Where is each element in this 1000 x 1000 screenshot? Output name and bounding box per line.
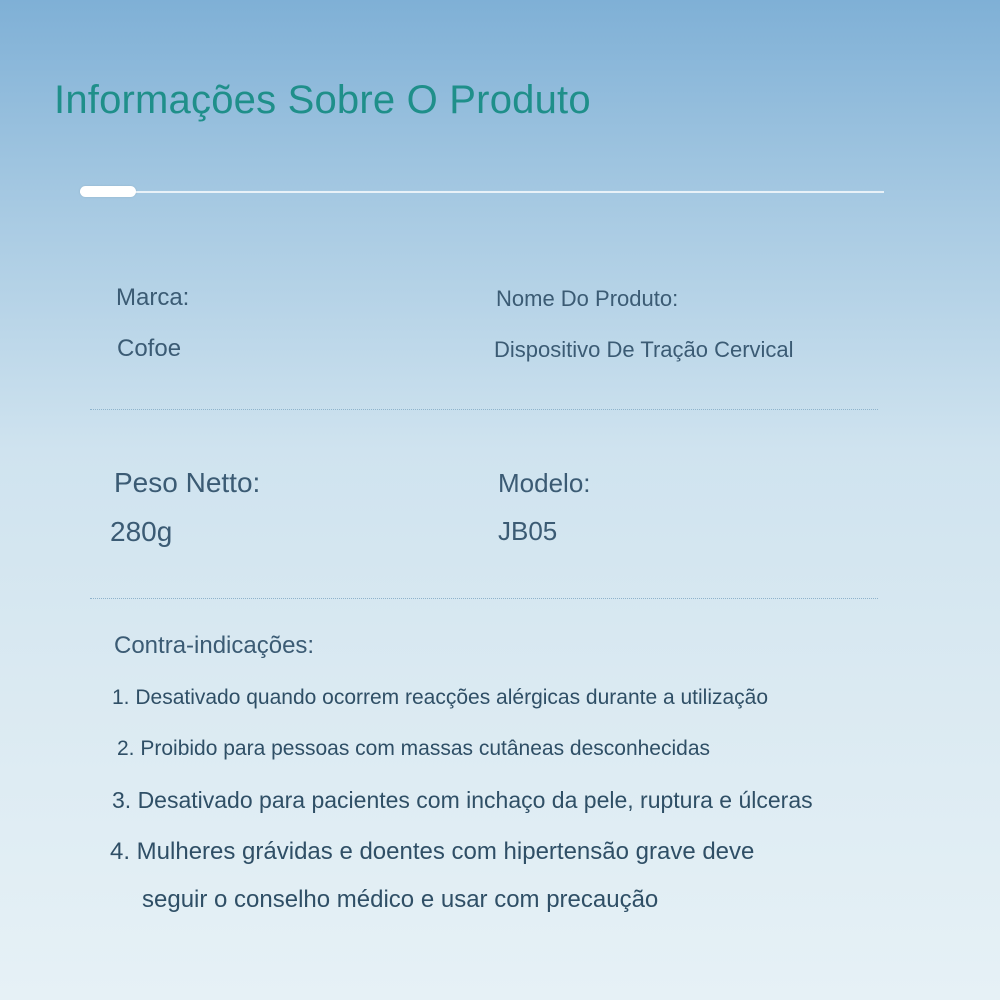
model-label: Modelo: [498, 468, 591, 498]
contraindication-item: 2. Proibido para pessoas com massas cutâneas desconhecidas [117, 737, 711, 760]
model-value: JB05 [498, 516, 558, 546]
divider-2 [90, 598, 878, 599]
product-name-label: Nome Do Produto: [496, 286, 679, 311]
page-title: Informações Sobre O Produto [54, 78, 591, 122]
product-name-value: Dispositivo De Tração Cervical [494, 337, 794, 362]
brand-value: Cofoe [117, 335, 182, 362]
contraindications-title: Contra-indicações: [114, 632, 315, 659]
contraindication-item: 3. Desativado para pacientes com inchaço da pele, ruptura e úlceras [112, 787, 813, 813]
divider-1 [90, 409, 878, 410]
progress-track [80, 191, 884, 193]
progress-indicator [80, 186, 136, 197]
contraindication-item: 4. Mulheres grávidas e doentes com hipertensão grave deve [110, 838, 755, 865]
brand-label: Marca: [116, 284, 190, 311]
net-weight-label: Peso Netto: [114, 467, 261, 498]
net-weight-value: 280g [110, 516, 173, 547]
contraindication-item: 1. Desativado quando ocorrem reacções alérgicas durante a utilização [112, 686, 769, 709]
contraindication-item-continued: seguir o conselho médico e usar com precaução [142, 886, 659, 913]
